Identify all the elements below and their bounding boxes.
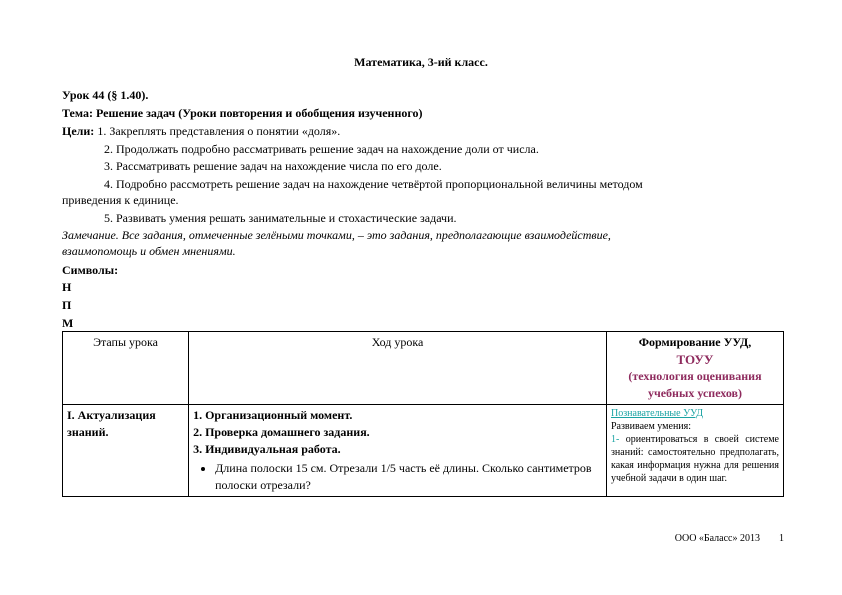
uud-title: Познавательные УУД: [610, 408, 704, 419]
note-line-1: Замечание. Все задания, отмеченные зелёными точками, – это задания, предполагающие взаимодействие,: [62, 228, 611, 242]
lesson-plan-table: [62, 331, 784, 497]
header-toy: ТОУУ: [676, 352, 714, 367]
goal-5: 5. Развивать умения решать занимательные и стохастические задачи.: [104, 211, 457, 225]
symbol-m: М: [62, 316, 74, 330]
goals-line-1: [62, 123, 340, 140]
goal-3: 3. Рассматривать решение задач на нахождение числа по его доле.: [104, 159, 442, 173]
header-course: Ход урока: [189, 332, 607, 405]
task-item: • Длина полоски 15 см. Отрезали 1/5 часть её длины. Сколько сантиметров полоски отрезали?: [215, 460, 602, 494]
lesson-number: Урок 44 (§ 1.40).: [62, 88, 149, 102]
topic-line: [62, 105, 423, 122]
goal-4: 4. Подробно рассмотреть решение задач на нахождение четвёртой пропорциональной величины методом: [104, 177, 643, 191]
symbol-n: Н: [62, 280, 72, 294]
footer-publisher: ООО «Баласс» 2013: [674, 533, 760, 544]
symbol-p: П: [62, 298, 72, 312]
uud-item: [611, 433, 779, 485]
goals-label: Цели:: [62, 124, 95, 138]
row1-steps: [193, 407, 602, 458]
row1-stage: I. Актуализация знаний.: [63, 405, 189, 497]
header-uud-title: Формирование УУД,: [638, 335, 752, 349]
uud-item-text: ориентироваться в своей системе знаний: самостоятельно предполагать, какая информация нужна для решения учебной задачи в один шаг.: [610, 434, 779, 484]
step-1: 1. Организационный момент.: [193, 408, 353, 422]
footer: [675, 533, 784, 544]
topic-text: Решение задач (Уроки повторения и обобщения изученного): [95, 106, 423, 120]
step-2: 2. Проверка домашнего задания.: [193, 425, 370, 439]
uud-intro: Развиваем умения:: [610, 421, 692, 432]
goal-4-continued: приведения к единице.: [62, 193, 179, 207]
page-number: 1: [779, 533, 784, 544]
row1-uud: [606, 405, 783, 497]
header-toy-subtitle: (технология оценивания учебных успехов): [628, 369, 762, 400]
step-3: 3. Индивидуальная работа.: [193, 442, 341, 456]
table-header-row: [63, 332, 784, 405]
symbols-label: Символы:: [62, 263, 119, 277]
goal-1: 1. Закреплять представления о понятии «доля».: [97, 124, 341, 138]
row1-task-list: [215, 460, 602, 494]
note-line-2: взаимопомощь и обмен мнениями.: [62, 244, 236, 258]
topic-label: Тема:: [62, 106, 93, 120]
goal-2: 2. Продолжать подробно рассматривать решение задач на нахождение доли от числа.: [104, 142, 539, 156]
uud-item-number: 1-: [610, 434, 620, 445]
table-row: [63, 405, 784, 497]
page-title: Математика, 3-ий класс.: [354, 55, 488, 69]
row1-course: [189, 405, 607, 497]
header-stage: Этапы урока: [63, 332, 189, 405]
header-uud: [606, 332, 783, 405]
